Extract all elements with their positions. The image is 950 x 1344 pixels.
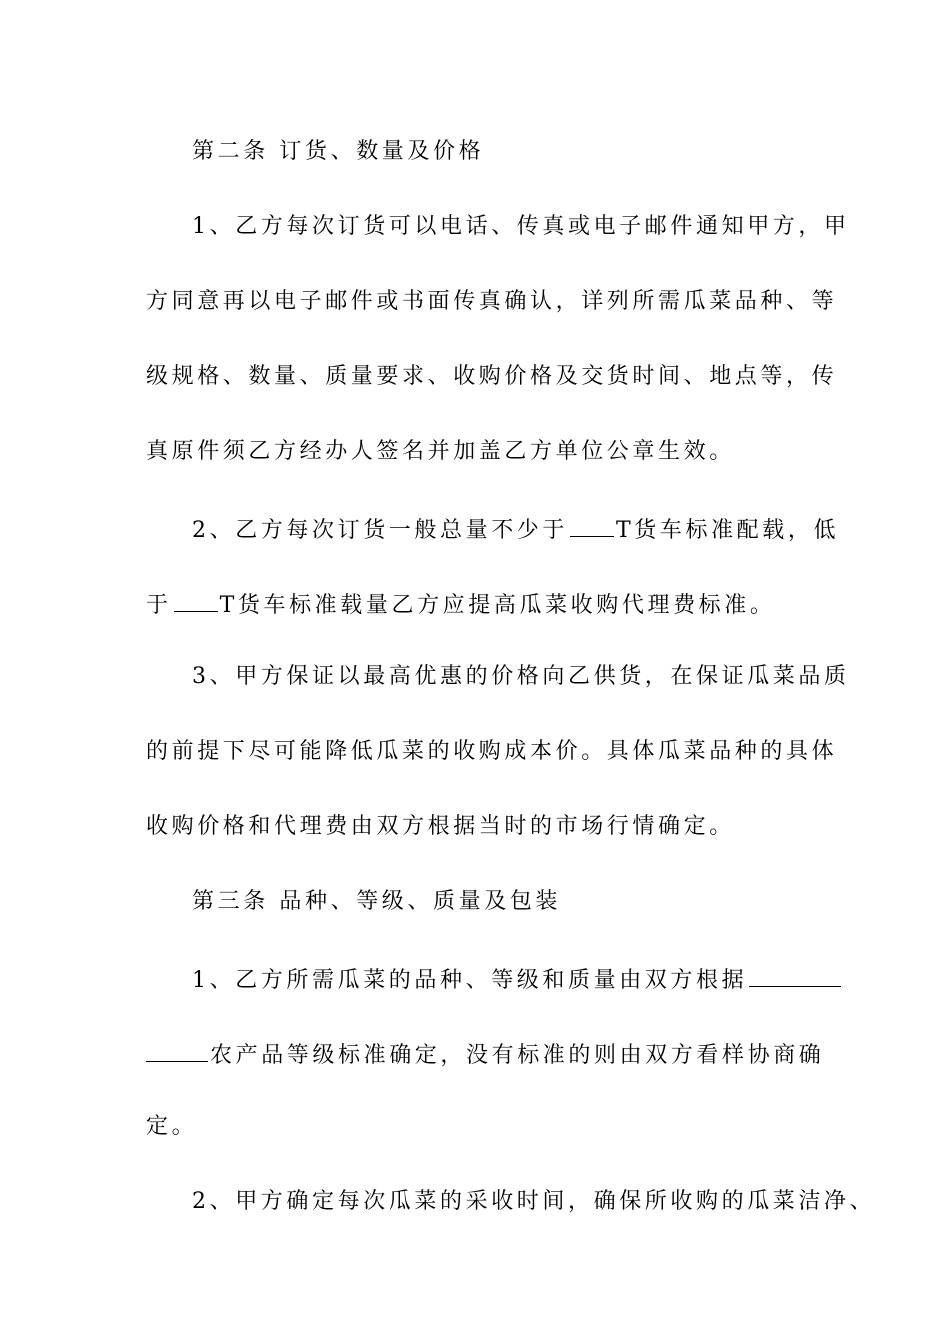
- paragraph-line: 真原件须乙方经办人签名并加盖乙方单位公章生效。: [146, 439, 735, 464]
- paragraph-line: 方同意再以电子邮件或书面传真确认，详列所需瓜菜品种、等: [146, 289, 838, 314]
- fill-in-blank: [749, 962, 841, 987]
- paragraph-line: 3、甲方保证以最高优惠的价格向乙供货，在保证瓜菜品质: [192, 664, 850, 689]
- fill-in-blank: [174, 587, 218, 612]
- paragraph-line: 农产品等级标准确定，没有标准的则由双方看样协商确: [146, 1037, 824, 1071]
- section-heading-article-3: 第三条 品种、等级、质量及包装: [192, 889, 561, 914]
- paragraph-line: 1、乙方每次订货可以电话、传真或电子邮件通知甲方，甲: [192, 214, 850, 239]
- fill-in-blank: [146, 1037, 208, 1062]
- paragraph-line: 于 T货车标准载量乙方应提高瓜菜收购代理费标准。: [146, 587, 776, 621]
- paragraph-line: 1、乙方所需瓜菜的品种、等级和质量由双方根据: [192, 962, 843, 996]
- paragraph-line: 收购价格和代理费由双方根据当时的市场行情确定。: [146, 814, 735, 839]
- section-heading-article-2: 第二条 订货、数量及价格: [192, 139, 485, 164]
- paragraph-line: 级规格、数量、质量要求、收购价格及交货时间、地点等，传: [146, 364, 838, 389]
- paragraph-line: 的前提下尽可能降低瓜菜的收购成本价。具体瓜菜品种的具体: [146, 739, 838, 764]
- paragraph-line: 2、乙方每次订货一般总量不少于 T货车标准配载，低: [192, 512, 839, 546]
- paragraph-line: 定。: [146, 1114, 198, 1139]
- fill-in-blank: [570, 512, 614, 537]
- paragraph-line: 2、甲方确定每次瓜菜的采收时间，确保所收购的瓜菜洁净、: [192, 1189, 876, 1214]
